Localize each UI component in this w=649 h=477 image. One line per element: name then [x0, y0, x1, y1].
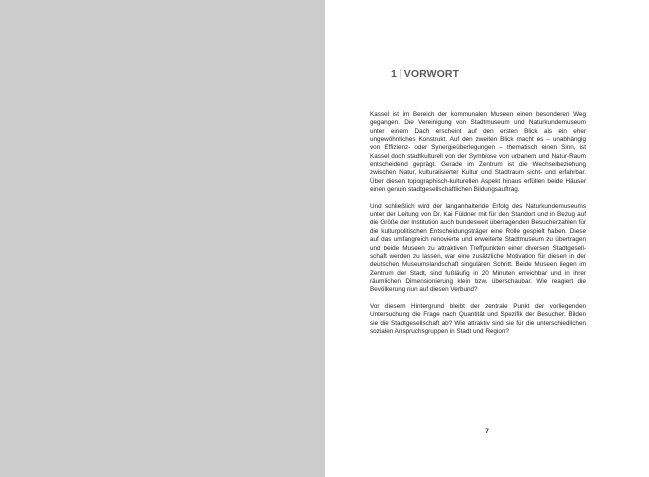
body-text: [370, 111, 586, 345]
chapter-separator: |: [398, 68, 402, 80]
paragraph-1: Kassel ist im Bereich der kommunalen Museen einen besonderen Weg gegangen. Die Vereinigung von Stadtmuseum und Naturkundemuseum unter einem Dach erscheint auf den ersten Blick als ein eher ungewöhnliches Konstrukt. Auf den zweiten Blick macht es – unabhängig von Effizienz- oder Synergieüberlegungen – thematisch einen Sinn, ist Kassel doch stadtkulturell von der Symbiose von urbanem und Natur-Raum entscheidend geprägt. Gerade im Zentrum ist die Wechselbeziehung zwischen Natur, kulturalisierter Kultur und Stadtraum sicht- und erfahrbar. Über diesen topographisch-kulturellen Aspekt hinaus erfüllen beide Häuser einen genuin stadtgesellschaftlichen Bildungsauftrag.: [370, 111, 586, 194]
paragraph-3: Vor diesem Hintergrund bleibt der zentrale Punkt der vorliegenden Untersuchung die Frage nach Quantität und Spezifik der Besucher: Bilden sie die Stadtgesellschaft ab? Wie attraktiv sind sie für die unterschiedlichen sozialen Anspruchsgruppen in Stadt und Region?: [370, 302, 586, 335]
chapter-number: 1: [391, 68, 397, 80]
page-number: 7: [485, 428, 489, 435]
right-page: [325, 0, 649, 477]
chapter-title: VORWORT: [403, 68, 460, 80]
chapter-heading: [391, 68, 459, 80]
paragraph-2: Und schließlich wird der langanhaltende Erfolg des Naturkundemuseums unter der Leitung von Dr. Kai Füldner mit für den Standort und in Bezug auf die Größe der Institution auch bundesweit überragenden Besucherzahlen für die kulturpolitischen Entscheidungsträger eine Rolle gespielt haben. Diese auf das umfangreich renovierte und erweiterte Stadtmuseum zu übertragen und beide Museen zu attraktiven Treffpunkten einer diversen Stadtgesellschaft werden zu lassen, war eine zusätzliche Motivation für diesen in der deutschen Museumslandschaft singulären Schritt. Beide Museen liegen im Zentrum der Stadt, sind fußläufig in 20 Minuten erreichbar und in ihrer räumlichen Dimensionierung klein bzw. überschaubar. Wie reagiert die Bevölkerung nun auf diesen Verbund?: [370, 202, 586, 294]
